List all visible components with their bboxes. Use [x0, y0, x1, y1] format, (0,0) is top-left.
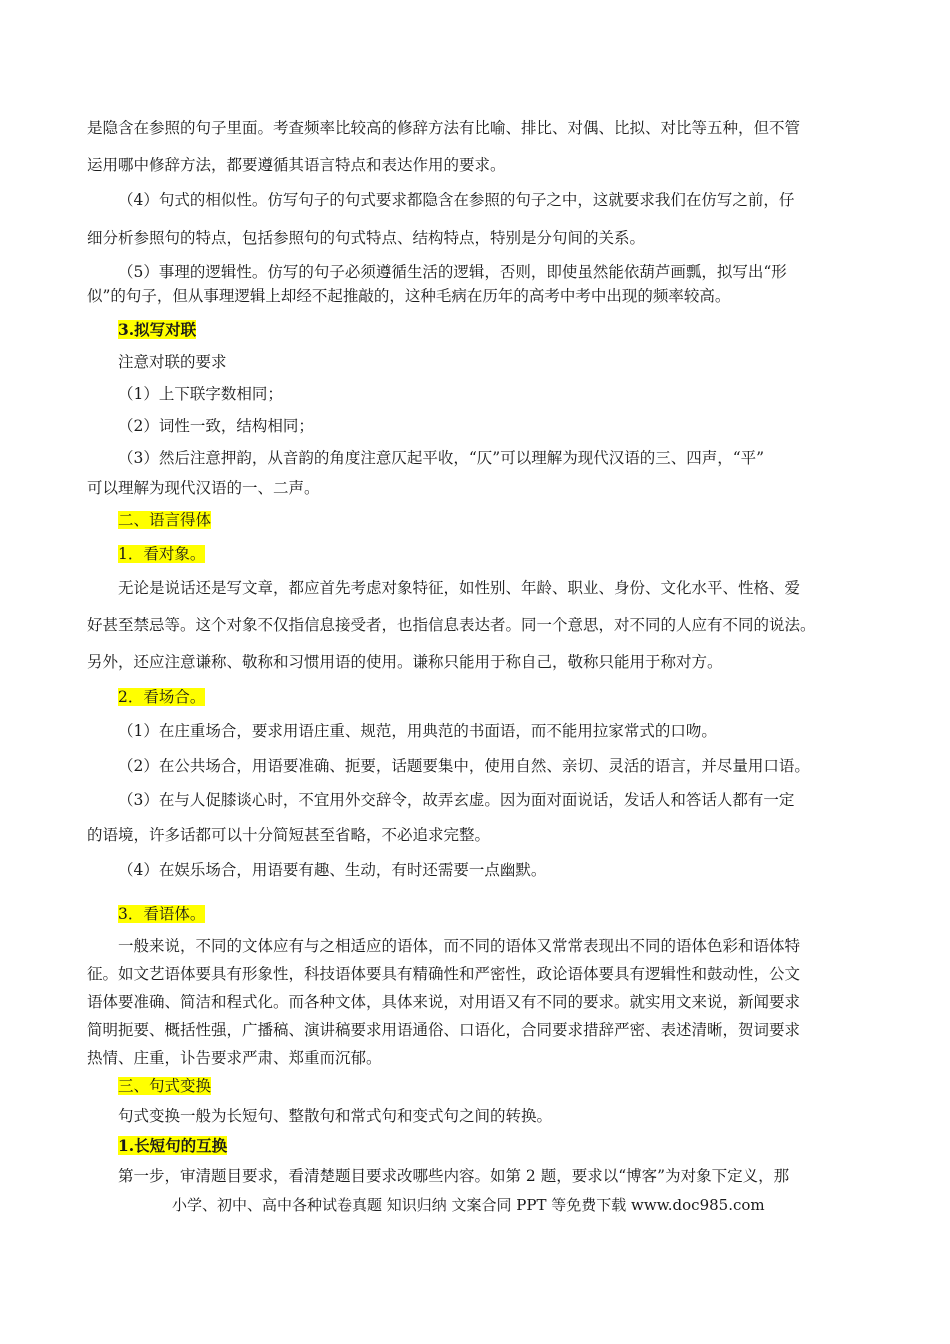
- section-heading: [118, 904, 205, 924]
- body-text-line: （1）在庄重场合，要求用语庄重、规范，用典范的书面语，而不能用拉家常式的口吻。: [118, 722, 717, 740]
- section-heading: [118, 1076, 211, 1096]
- body-text-line: （4）在娱乐场合，用语要有趣、生动，有时还需要一点幽默。: [118, 861, 547, 879]
- page-footer: 小学、初中、高中各种试卷真题 知识归纳 文案合同 PPT 等免费下载 www.doc985.com: [172, 1196, 765, 1214]
- heading-text: 三、句式变换: [118, 1077, 212, 1095]
- body-text-line: 好甚至禁忌等。这个对象不仅指信息接受者，也指信息表达者。同一个意思，对不同的人应有不同的说法。: [87, 616, 816, 634]
- section-heading: [118, 544, 205, 564]
- body-text-line: 热情、庄重，讣告要求严肃、郑重而沉郁。: [87, 1049, 382, 1067]
- heading-text: 1.长短句的互换: [118, 1136, 228, 1155]
- body-text-line: 是隐含在参照的句子里面。考查频率比较高的修辞方法有比喻、排比、对偶、比拟、对比等五种，但不管: [87, 119, 801, 137]
- body-text-line: （2）在公共场合，用语要准确、扼要，话题要集中，使用自然、亲切、灵活的语言，并尽量用口语。: [118, 757, 810, 775]
- body-text-line: 征。如文艺语体要具有形象性，科技语体要具有精确性和严密性，政论语体要具有逻辑性和鼓动性，公文: [87, 965, 801, 983]
- body-text-line: 的语境，许多话都可以十分简短甚至省略，不必追求完整。: [87, 826, 491, 844]
- heading-text: 二、语言得体: [118, 511, 212, 529]
- body-text-line: 一般来说，不同的文体应有与之相适应的语体，而不同的语体又常常表现出不同的语体色彩和语体特: [118, 937, 801, 955]
- heading-text: 2．看场合。: [118, 688, 206, 706]
- body-text-line: 注意对联的要求: [118, 353, 227, 371]
- section-heading: [118, 320, 196, 340]
- body-text-line: （3）然后注意押韵，从音韵的角度注意仄起平收，“仄”可以理解为现代汉语的三、四声，“平”: [118, 449, 765, 467]
- section-heading: [118, 1136, 227, 1156]
- body-text-line: 细分析参照句的特点，包括参照句的句式特点、结构特点，特别是分句间的关系。: [87, 229, 646, 247]
- heading-text: 3．看语体。: [118, 905, 206, 923]
- body-text-line: （3）在与人促膝谈心时，不宜用外交辞令，故弄玄虚。因为面对面说话，发话人和答话人都有一定: [118, 791, 795, 809]
- section-heading: [118, 510, 211, 530]
- body-text-line: 可以理解为现代汉语的一、二声。: [87, 479, 320, 497]
- body-text-line: 语体要准确、简洁和程式化。而各种文体，具体来说，对用语又有不同的要求。就实用文来说，新闻要求: [87, 993, 801, 1011]
- body-text-line: 似”的句子，但从事理逻辑上却经不起推敲的，这种毛病在历年的高考中考中出现的频率较高。: [87, 287, 731, 305]
- body-text-line: 运用哪中修辞方法，都要遵循其语言特点和表达作用的要求。: [87, 156, 506, 174]
- body-text-line: （5）事理的逻辑性。仿写的句子必须遵循生活的逻辑，否则，即使虽然能依葫芦画瓢，拟写出“形: [118, 263, 787, 281]
- body-text-line: 简明扼要、概括性强，广播稿、演讲稿要求用语通俗、口语化，合同要求措辞严密、表述清晰，贺词要求: [87, 1021, 801, 1039]
- body-text-line: 句式变换一般为长短句、整散句和常式句和变式句之间的转换。: [118, 1107, 553, 1125]
- section-heading: [118, 687, 205, 707]
- heading-text: 1．看对象。: [118, 545, 206, 563]
- body-text-line: （2）词性一致，结构相同；: [118, 417, 314, 435]
- body-text-line: 无论是说话还是写文章，都应首先考虑对象特征，如性别、年龄、职业、身份、文化水平、性格、爱: [118, 579, 801, 597]
- heading-text: 3.拟写对联: [118, 320, 197, 339]
- body-text-line: 第一步，审清题目要求，看清楚题目要求改哪些内容。如第 2 题，要求以“博客”为对象下定义，那: [118, 1167, 790, 1185]
- body-text-line: 另外，还应注意谦称、敬称和习惯用语的使用。谦称只能用于称自己，敬称只能用于称对方。: [87, 653, 723, 671]
- body-text-line: （1）上下联字数相同；: [118, 385, 283, 403]
- body-text-line: （4）句式的相似性。仿写句子的句式要求都隐含在参照的句子之中，这就要求我们在仿写之前，仔: [118, 191, 795, 209]
